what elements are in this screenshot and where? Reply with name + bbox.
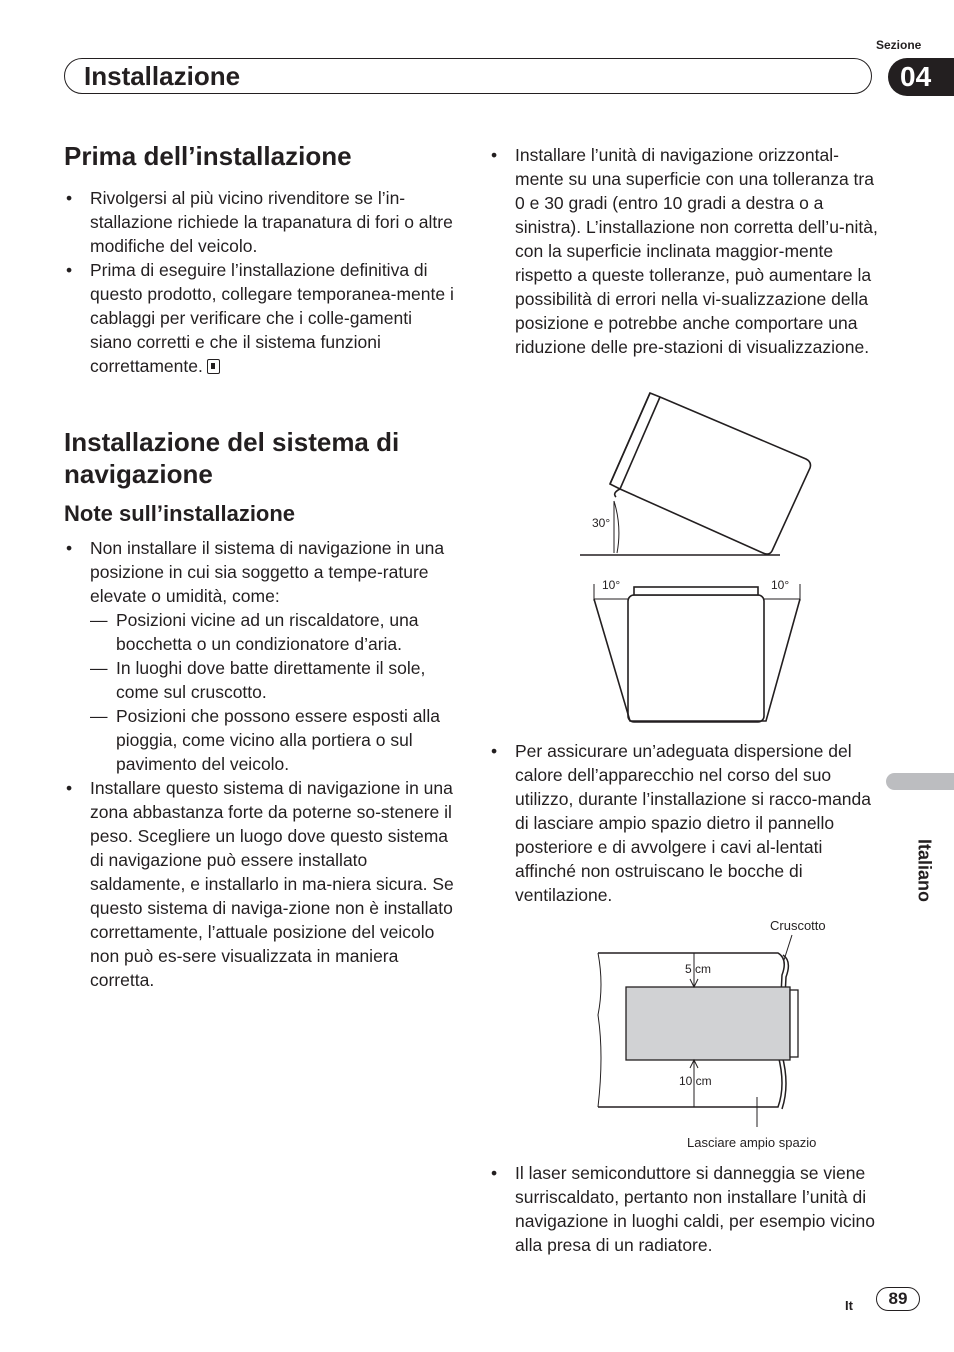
before-install-list [64, 186, 454, 378]
language-code: It [845, 1298, 853, 1313]
left-column [64, 140, 454, 992]
angle-arc [614, 501, 619, 553]
page-number: 89 [876, 1287, 920, 1311]
laser-list [489, 1161, 881, 1257]
list-item [64, 536, 454, 776]
sub-list-item: — Posizioni che possono essere esposti alla pioggia, come vicino alla portiera o sul pavimento del veicolo. [90, 704, 454, 776]
right-column-top [489, 143, 881, 359]
list-item: • Installare questo sistema di navigazione in una zona abbastanza forte da poterne so-stenere il peso. Scegliere un luogo dove questo sistema di navigazione può essere installato saldamente, e installarlo in ma-niera sicura. Se questo sistema di naviga-zione non è installato correttamente, l’attuale posizione del veicolo non può es-sere visualizzata in maniera corretta. [64, 776, 454, 992]
right-column-middle [489, 739, 881, 907]
sub-list [90, 608, 454, 776]
list-item: • Per assicurare un’adeguata dispersione del calore dell’apparecchio nel corso del suo utilizzo, durante l’installazione si racco-manda di lasciare ampio spazio dietro il pannello posteriore e di avvolgere i cavi al-lentati affinché non ostruiscano le bocche di ventilazione. [489, 739, 881, 907]
language-tab [886, 773, 954, 790]
heading-nav-install: Installazione del sistema di navigazione [64, 427, 400, 489]
leave-space-label: Lasciare ampio spazio [687, 1135, 817, 1150]
bottom-gap-label: 10 cm [679, 1074, 712, 1088]
section-label: Sezione [876, 38, 922, 52]
sub-list-item: — In luoghi dove batte direttamente il sole, come sul cruscotto. [90, 656, 454, 704]
top-gap-label: 5 cm [685, 962, 712, 976]
ventilation-list [489, 739, 881, 907]
left-angle-label: 10° [602, 578, 621, 592]
orientation-list [489, 143, 881, 359]
list-item [64, 186, 454, 258]
list-item: • Il laser semiconduttore si danneggia se viene surriscaldato, pertanto non installare l’unità di navigazione in luoghi caldi, per esempio vicino alla presa di un radiatore. [489, 1161, 881, 1257]
right-column-bottom [489, 1161, 881, 1257]
unit-box [626, 987, 790, 1060]
section-end-icon [207, 359, 220, 374]
subheading-install-notes: Note sull’installazione [64, 501, 296, 526]
tilt-angle-label: 30° [592, 516, 611, 530]
page-title: Installazione [84, 61, 241, 91]
list-item-text: Rivolgersi al più vicino rivenditore se l’in-stallazione richiede la trapanatura di fori o altre modifiche del veicolo. [90, 188, 453, 256]
mounting-angle-figure [560, 385, 820, 730]
front-view-drawing [594, 587, 800, 722]
clearance-figure [592, 915, 852, 1155]
list-item: • Installare l’unità di navigazione orizzontal-mente su una superficie con una tolleranza tra 0 e 30 gradi (entro 10 gradi a destra o a sinistra). L’installazione non corretta dell’u-nità, con la superficie inclinata maggior-mente rispetto a queste tolleranze, può aumentare la possibilità di errori nella vi-sualizzazione della posizione e potrebbe anche comportare una riduzione delle pre-stazioni di visualizzazione. [489, 143, 881, 359]
list-item-text: Non installare il sistema di navigazione in una posizione in cui sia soggetto a tempe-rature elevate o umidità, come: [90, 538, 445, 606]
install-notes-list [64, 536, 454, 992]
section-number-badge: 04 [888, 58, 954, 96]
language-label: Italiano [914, 838, 935, 902]
list-item [64, 258, 454, 378]
sub-list-item: — Posizioni vicine ad un riscaldatore, una bocchetta o un condizionatore d’aria. [90, 608, 454, 656]
tilted-unit-drawing [610, 393, 811, 554]
right-angle-label: 10° [771, 578, 790, 592]
list-item-text: Prima di eseguire l’installazione definitiva di questo prodotto, collegare temporanea-mente i cablaggi per verificare che i colle-gamenti siano corretti e che il sistema funzioni correttamente. [90, 260, 454, 376]
dashboard-label: Cruscotto [770, 918, 826, 933]
heading-before-install: Prima dell’installazione [64, 141, 352, 171]
